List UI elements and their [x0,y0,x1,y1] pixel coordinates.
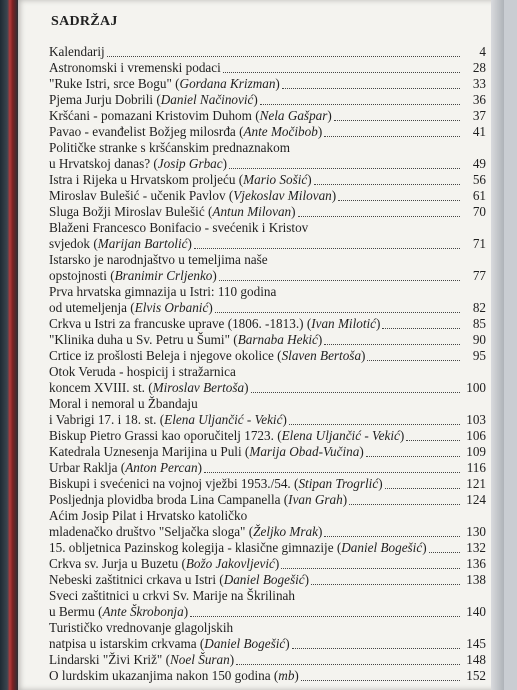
toc-entry-title-line: Prva hrvatska gimnazija u Istri: 110 godina [49,284,277,299]
toc-page-number: 70 [472,204,486,219]
toc-entry [49,60,486,76]
toc-entry-title-text: opstojnosti [49,268,107,283]
toc-entry-row [49,444,486,460]
book-cover-spine [0,0,18,690]
toc-entry-row [49,108,486,124]
toc-entry [49,492,486,508]
toc-page-number: 82 [472,300,486,315]
toc-entry [49,508,486,540]
toc-entry-row [49,332,486,348]
toc-entry-row [49,652,486,668]
toc-entry-row [49,188,486,204]
toc-paren-close: ) [282,412,287,427]
toc-entry-row [49,460,486,476]
toc-entry [49,332,486,348]
toc-page-number: 37 [472,108,486,123]
toc-entry-title [49,492,347,508]
toc-entry-title-line: Turističko vrednovanje glagoljskih [49,620,234,635]
toc-paren-close: ) [327,108,332,123]
toc-entry-title-text: koncem XVIII. st. [49,380,145,395]
toc-entry-author: Stipan Trogrlić [298,476,379,491]
toc-entry-title [49,444,364,460]
toc-paren-close: ) [307,172,312,187]
toc-entry-title-text: O lurdskim ukazanjima nakon 150 godina [49,668,271,683]
toc-paren-open: ( [117,460,126,475]
toc-entry-title-line: Blaženi Francesco Bonifacio - svećenik i Kristov [49,220,309,235]
dot-leader [298,214,460,217]
toc-entry-title [49,380,249,396]
toc-paren-open: ( [150,156,158,171]
toc-entry [49,348,486,364]
toc-paren-open: ( [235,124,244,139]
dot-leader [194,246,460,249]
toc-entry-title [49,268,217,284]
toc-entry-author: Elena Uljančić - Vekić [281,428,400,443]
dot-leader [311,582,460,585]
toc-entry-row [49,348,486,364]
toc-paren-close: ) [291,204,296,219]
dot-leader [429,550,460,553]
toc-paren-open: ( [280,492,289,507]
dot-leader [324,534,460,537]
toc-entry-author: Željko Mrak [253,524,318,539]
toc-entry-title-text: Pjema Jurju Dobrili [49,92,154,107]
toc-entry-row [49,300,486,316]
toc-entry-title [49,108,332,124]
toc-entry-author: Miroslav Bertoša [152,380,245,395]
toc-entry [49,92,486,108]
toc-paren-close: ) [294,668,299,683]
toc-entry-title [49,604,188,620]
dot-leader [406,438,460,441]
toc-paren-open: ( [290,476,299,491]
toc-entry [49,204,486,220]
toc-entry [49,220,486,252]
toc-paren-open: ( [270,668,279,683]
toc-paren-open: ( [156,412,165,427]
toc-entry-title [49,316,380,332]
toc-entry [49,588,486,620]
toc-entry-title-text: "Klinika duha u Sv. Petru u Šumi" [49,332,230,347]
toc-entry [49,444,486,460]
dot-leader [215,310,460,313]
dot-leader [334,118,460,121]
toc-entry [49,556,486,572]
toc-page-number: 124 [466,492,486,507]
toc-entry-title [49,460,202,476]
toc-entry-author: Daniel Načinović [160,92,254,107]
toc-paren-open: ( [241,444,250,459]
toc-entry-title [49,156,227,172]
toc-entry-title-line: Istarsko je narodnjaštvo u temeljima naše [49,252,268,267]
toc-paren-close: ) [317,524,323,539]
dot-leader [260,102,460,105]
toc-entry-author: Daniel Bogešić [341,540,423,555]
toc-entry-title [49,236,192,252]
toc-page-number: 121 [466,476,486,491]
toc-entry [49,364,486,396]
toc-entry-title-text: natpisa u istarskim crkvama [49,636,197,651]
toc-entry-author: Elena Uljančić - Vekić [164,412,283,427]
dot-leader [366,454,460,457]
toc-entry-author: Slaven Bertoša [281,348,362,363]
dot-leader [382,326,460,329]
dot-leader [301,678,460,681]
toc-paren-open: ( [153,92,161,107]
toc-page-number: 136 [466,556,486,571]
toc-entry-title-text: Lindarski "Živi Križ" [49,652,163,667]
toc-entry [49,668,486,684]
toc-entry [49,124,486,140]
toc-page-number: 140 [466,604,486,619]
toc-paren-close: ) [376,316,381,331]
toc-entry-title-text: Crkva sv. Jurja u Buzetu [49,556,179,571]
toc-entry [49,572,486,588]
toc-entry-title [49,348,365,364]
toc-entry-title [49,556,279,572]
toc-page-number: 85 [472,316,486,331]
toc-entry-author: Daniel Bogešić [223,572,305,587]
toc-page-number: 116 [466,460,486,475]
toc-page-number: 77 [472,268,486,283]
toc-entry-row [49,236,486,252]
book-page [18,0,504,690]
toc-entry-title-text: Miroslav Bulešić - učenik Pavlov [49,188,226,203]
toc-entry-row [49,636,486,652]
toc-paren-close: ) [378,476,383,491]
toc-entry-title-text: Katedrala Uznesenja Marijina u Puli [49,444,242,459]
toc-paren-close: ) [304,572,310,587]
toc-paren-close: ) [229,652,235,667]
toc-entry-title-text: Urbar Raklja [49,460,118,475]
toc-page-number: 145 [466,636,486,651]
toc-entry [49,108,486,124]
toc-entry-author: Ivan Grah [288,492,343,507]
toc-entry-author: Vjekoslav Milovan [233,188,332,203]
toc-entry [49,172,486,188]
dot-leader [281,566,460,569]
toc-page-number: 148 [466,652,486,667]
toc-entry-title-text: "Ruke Istri, srce Bogu" [49,76,172,91]
toc-page-number: 71 [472,236,486,251]
toc-paren-close: ) [253,92,258,107]
toc-entry-author: Noel Šuran [170,652,230,667]
toc-entry-title-text: u Hrvatskoj danas? [49,156,151,171]
toc-entry-title [49,540,427,556]
toc-page-number: 152 [466,668,486,683]
toc-entry-title-line: Sveci zaštitnici u crkvi Sv. Marije na Škrilinah [49,588,295,603]
toc-entry-title [49,204,296,220]
toc-paren-close: ) [183,604,189,619]
toc-paren-open: ( [196,636,205,651]
toc-paren-open: ( [273,428,282,443]
toc-entry-row [49,556,486,572]
toc-page-number: 33 [472,76,486,91]
toc-entry-author: Anton Percan [125,460,198,475]
toc-entry-title-text: Crkva u Istri za francuske uprave (1806. -1813.) [49,316,304,331]
toc-entry-title [49,476,383,492]
dot-leader [292,646,460,649]
toc-page-number: 28 [472,60,486,75]
toc-entry-author: Nela Gašpar [259,108,328,123]
toc-entry-author: Antun Milovan [212,204,292,219]
dot-leader [204,470,460,473]
toc-entry-row [49,380,486,396]
toc-paren-open: ( [162,652,171,667]
toc-entry [49,396,486,428]
toc-entry-row [49,172,486,188]
toc-entry-row [49,44,486,60]
toc-page-number: 106 [466,428,486,443]
toc-entry-row [49,60,486,76]
toc-entry [49,476,486,492]
toc-paren-close: ) [422,540,427,555]
toc-page-number: 61 [472,188,486,203]
toc-entry-title-text: Biskup Pietro Grassi kao oporučitelj 1723. [49,428,274,443]
toc-paren-open: ( [127,300,135,315]
toc-page-number: 95 [472,348,486,363]
toc-entry-title-text: Kršćani - pomazani Kristovim Duhom [49,108,252,123]
toc-paren-open: ( [251,108,260,123]
dot-leader [236,662,460,665]
toc-paren-close: ) [331,188,337,203]
toc-entry-title [49,332,322,348]
toc-page-number: 41 [472,124,486,139]
toc-paren-close: ) [275,76,280,91]
toc-entry-author: Barnaba Hekić [237,332,318,347]
toc-entry [49,140,486,172]
toc-paren-open: ( [273,348,282,363]
toc-entry-row [49,604,486,620]
toc-entry-title-line: Otok Veruda - hospicij i stražarnica [49,364,236,379]
dot-leader [367,358,460,361]
toc-paren-close: ) [222,156,228,171]
toc-entry-row [49,524,486,540]
toc-entry [49,620,486,652]
toc-paren-open: ( [333,540,342,555]
toc-entry-title [49,524,322,540]
dot-leader [229,166,460,169]
dot-leader [314,182,460,185]
toc-entry-title-text: Kalendarij [49,44,105,59]
toc-entry-title-line: Političke stranke s kršćanskim prednaznakom [49,140,290,155]
toc-entry-author: Mario Sošić [243,172,308,187]
toc-entry-title [49,412,287,428]
toc-entry-row [49,668,486,684]
toc-entry-row [49,268,486,284]
toc-entry-author: Elvis Orbanić [134,300,209,315]
toc-entry-title-line: Moral i nemoral u Žbandaju [49,396,198,411]
dot-leader [338,198,460,201]
dot-leader [190,614,460,617]
toc-entry [49,460,486,476]
toc-entry [49,252,486,284]
toc-entry-title [49,172,312,188]
toc-entry-row [49,540,486,556]
toc-paren-open: ( [215,572,224,587]
toc-entry-title [49,76,280,92]
toc-paren-open: ( [178,556,186,571]
toc-entry-row [49,428,486,444]
toc-entry-row [49,156,486,172]
toc-entry-title-text: Pavao - evanđelist Božjeg milosrđa [49,124,236,139]
toc-entry-title [49,92,258,108]
toc-entry-row [49,124,486,140]
toc-entry-title-text: i Vabrigi 17. i 18. st. [49,412,157,427]
toc-page-number: 132 [466,540,486,555]
toc-entry-title-text: Posljednja plovidba broda Lina Campanella [49,492,281,507]
toc-entry [49,428,486,444]
dot-leader [385,486,460,489]
toc-paren-close: ) [317,124,323,139]
toc-entry-title [49,668,299,684]
toc-entry-author: Ante Škrobonja [102,604,184,619]
toc-entry-author: Daniel Bogešić [204,636,286,651]
toc-paren-open: ( [106,268,115,283]
dot-leader [349,502,460,505]
toc-entry-title [49,124,322,140]
toc-paren-close: ) [244,380,249,395]
page-edge-shadow [491,0,504,690]
toc-entry-row [49,92,486,108]
toc-entry-author: Marija Obad-Vučina [249,444,360,459]
toc-entry-row [49,412,486,428]
toc-entry-author: Gordana Krizman [179,76,276,91]
toc-paren-open: ( [144,380,153,395]
toc-entry-title [49,300,213,316]
toc-entry-row [49,572,486,588]
toc-entry-row [49,492,486,508]
toc-page-number: 138 [466,572,486,587]
toc-paren-close: ) [208,300,213,315]
toc-paren-close: ) [359,444,364,459]
dot-leader [289,422,460,425]
toc-page-number: 36 [472,92,486,107]
toc-paren-close: ) [274,556,280,571]
dot-leader [324,134,460,137]
toc-page-number: 103 [466,412,486,427]
toc-paren-open: ( [94,604,103,619]
toc-entry-title-text: Astronomski i vremenski podaci [49,60,221,75]
toc-entry [49,540,486,556]
toc-paren-close: ) [187,236,192,251]
toc-page-number: 100 [466,380,486,395]
toc-paren-open: ( [303,316,312,331]
toc-entry-title-text: mladenačko društvo "Seljačka sloga" [49,524,246,539]
toc-entry-title [49,188,336,204]
toc-entry-row [49,476,486,492]
toc-entry-author: Ivan Milotić [311,316,377,331]
dot-leader [324,342,460,345]
table-of-contents [49,44,486,684]
toc-entry-author: Marijan Bartolić [97,236,188,251]
toc-paren-open: ( [225,188,234,203]
toc-paren-close: ) [197,460,202,475]
toc-paren-close: ) [361,348,366,363]
toc-entry-title [49,44,105,60]
toc-page-number: 109 [466,444,486,459]
toc-page-number: 56 [472,172,486,187]
toc-paren-open: ( [235,172,244,187]
toc-entry-author: mb [278,668,295,683]
toc-entry-title [49,428,404,444]
toc-page-number: 90 [472,332,486,347]
toc-entry-title [49,636,290,652]
toc-page-number: 130 [466,524,486,539]
toc-entry-row [49,316,486,332]
toc-entry-title-text: u Bermu [49,604,95,619]
toc-paren-close: ) [212,268,217,283]
toc-page-number: 4 [479,44,486,59]
toc-entry-author: Ante Močibob [243,124,318,139]
toc-paren-close: ) [399,428,405,443]
toc-paren-open: ( [245,524,254,539]
toc-entry [49,316,486,332]
toc-entry-title-text: svjedok [49,236,91,251]
toc-paren-close: ) [317,332,323,347]
toc-entry-title-text: Sluga Božji Miroslav Bulešić [49,204,205,219]
toc-paren-open: ( [171,76,180,91]
toc-entry-author: Branimir Crljenko [114,268,213,283]
toc-entry-author: Josip Grbac [157,156,223,171]
dot-leader [107,54,460,57]
toc-paren-close: ) [342,492,348,507]
dot-leader [223,70,460,73]
page-title: SADRŽAJ [51,14,118,29]
toc-entry [49,44,486,60]
dot-leader [282,86,460,89]
toc-entry-title-text: 15. obljetnica Pazinskog kolegija - klasične gimnazije [49,540,334,555]
toc-entry-title-text: Biskupi i svećenici na vojnoj vježbi 1953./54. [49,476,291,491]
toc-entry [49,284,486,316]
toc-entry-title-line: Aćim Josip Pilat i Hrvatsko katoličko [49,508,248,523]
toc-page-number: 49 [472,156,486,171]
toc-entry [49,652,486,668]
toc-entry-title-text: Istra i Rijeka u Hrvatskom proljeću [49,172,236,187]
toc-entry-title-text: Nebeski zaštitnici crkava u Istri [49,572,216,587]
toc-entry [49,76,486,92]
toc-entry-row [49,76,486,92]
toc-entry-title [49,572,309,588]
toc-entry-title-text: Crtice iz prošlosti Beleja i njegove okolice [49,348,274,363]
toc-entry [49,188,486,204]
toc-entry-row [49,204,486,220]
toc-entry-title [49,60,221,76]
dot-leader [219,278,460,281]
toc-entry-title [49,652,234,668]
toc-entry-title-text: od utemeljenja [49,300,127,315]
toc-paren-open: ( [90,236,98,251]
toc-entry-author: Božo Jakovljević [185,556,275,571]
dot-leader [251,390,460,393]
toc-paren-close: ) [285,636,290,651]
toc-paren-open: ( [204,204,213,219]
toc-paren-open: ( [229,332,238,347]
